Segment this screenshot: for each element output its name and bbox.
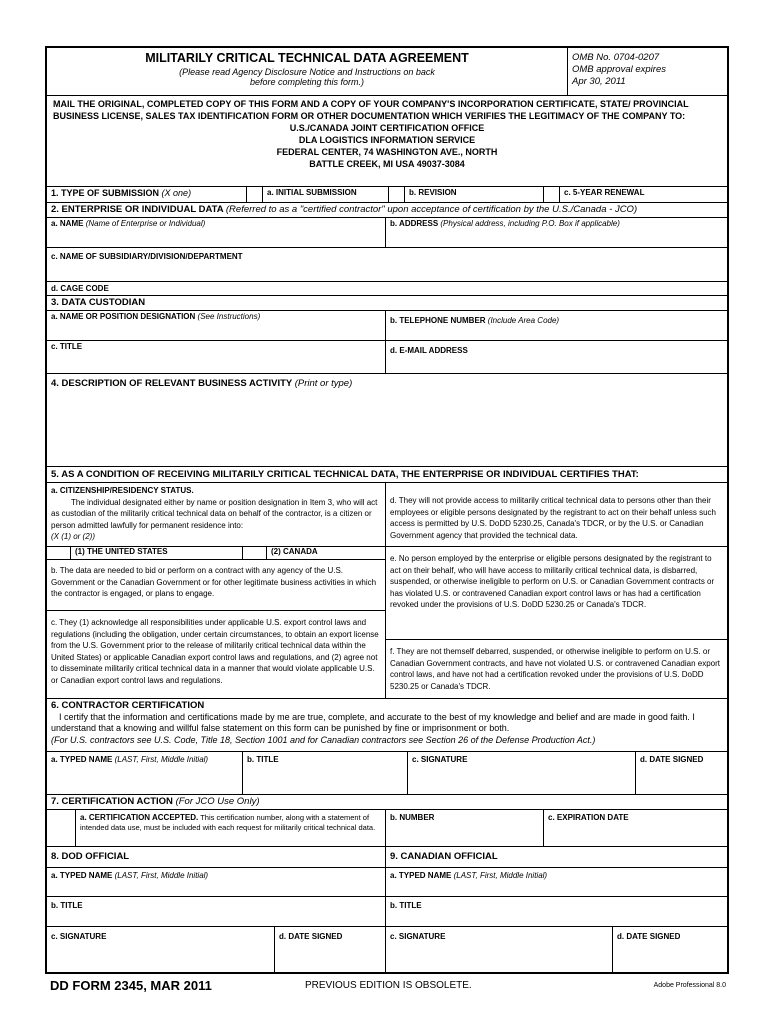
united-states-checkbox[interactable]: [47, 547, 71, 559]
field-label: a. TYPED NAME: [390, 871, 452, 880]
certification-e: e. No person employed by the enterprise or eligible persons designated by the registrant to act on their behalf, who will have access to militarily critical technical data, is disbarred, suspended, or otherwise ineligible to perform on U.S. or Canadian Government contracts or has violated U.S. or contravened Canadian export control laws or has had a certification revoked under the provisions of U.S. DoDD 5230.25 or Canada's TDCR.: [386, 547, 727, 640]
field-label: d. E-MAIL ADDRESS: [390, 346, 468, 355]
omb-expiry: Apr 30, 2011: [572, 76, 626, 87]
certification-f: f. They are not themself debarred, suspended, or otherwise ineligible to perform on U.S. or Canadian Government contracts, and have not violated U.S. or contravened Canadian export control laws, and have not had a certification revoked under the provisions of U.S. DoDD 5230.25 or Canada's TDCR.: [390, 647, 720, 691]
section-label: 4. DESCRIPTION OF RELEVANT BUSINESS ACTIVITY: [51, 378, 293, 389]
mail-text: MAIL THE ORIGINAL, COMPLETED COPY OF THIS FORM AND A COPY OF YOUR COMPANY'S INCORPORATION CERTIFICATE, STATE/ PROVINCIAL BUSINESS LICENSE, SALES TAX IDENTIFICATION FORM OR OTHER DOCUMENTATION WHICH VERIFIES THE LEGITIMACY OF THE COMPANY TO:: [53, 99, 689, 121]
hint: (For U.S. contractors see U.S. Code, Title 18, Section 1001 and for Canadian contractors see Section 26 of the Defense Production Act.): [51, 734, 596, 745]
contractor-signature-field[interactable]: [408, 752, 636, 794]
contractor-title-field[interactable]: [243, 752, 408, 794]
dod-date-field[interactable]: [275, 927, 386, 972]
certification-c: c. They (1) acknowledge all responsibilities under applicable U.S. export control laws and regulations (including the obligation, under certain circumstances, to obtain an export license from the U.S. Government prior to the release of militarily critical technical data within the United States) or applicable Canadian export control laws and regulations, and (2) agree not to disseminate militarily critical technical data in a manner that would violate applicable U.S. or Canadian export control laws and regulations.: [51, 618, 379, 685]
address-field[interactable]: [386, 218, 727, 247]
certification-b: b. The data are needed to bid or perform on a contract with any agency of the U.S. Government or the Canadian Government or for other legitimate business activities in which the contractor is engaged, or plans to engage.: [47, 560, 385, 611]
hint: (Referred to as a "certified contractor" upon acceptance of certification by the U.S./Canada - JCO): [225, 204, 638, 215]
certification-statement: I certify that the information and certifications made by me are true, complete, and accurate to the best of my knowledge and belief and are made in good faith. I understand that a knowing and willful false statement on this form can be punished by fine or imprisonment or both.: [51, 711, 695, 733]
hint: (X (1) or (2)): [51, 532, 95, 541]
field-label: a. TYPED NAME: [51, 755, 113, 764]
field-label: c. NAME OF SUBSIDIARY/DIVISION/DEPARTMENT: [51, 252, 243, 261]
section-label: 1. TYPE OF SUBMISSION: [51, 188, 160, 198]
section-label: 5. AS A CONDITION OF RECEIVING MILITARILY CRITICAL TECHNICAL DATA, THE ENTERPRISE OR INDIVIDUAL CERTIFIES THAT:: [51, 469, 639, 480]
field-label: c. SIGNATURE: [412, 755, 468, 764]
hint: (LAST, First, Middle Initial): [453, 871, 548, 880]
custodian-name-field[interactable]: [47, 311, 386, 340]
email-field[interactable]: [386, 341, 727, 373]
field-label: a. CERTIFICATION ACCEPTED.: [80, 813, 199, 822]
mail-instructions: [47, 96, 727, 187]
form: [45, 46, 729, 974]
address-line: DLA LOGISTICS INFORMATION SERVICE: [298, 135, 476, 145]
dod-typed-name-field[interactable]: [47, 868, 386, 896]
hint: (X one): [161, 188, 192, 198]
section-label: 7. CERTIFICATION ACTION: [51, 796, 173, 807]
field-label: b. TITLE: [390, 901, 422, 910]
section-label: 6. CONTRACTOR CERTIFICATION: [51, 700, 205, 711]
initial-submission-label: a. INITIAL SUBMISSION: [263, 187, 389, 202]
obsolete-notice: PREVIOUS EDITION IS OBSOLETE.: [305, 980, 472, 991]
hint: (Include Area Code): [487, 316, 560, 325]
initial-submission-checkbox[interactable]: [247, 187, 263, 202]
canadian-signature-field[interactable]: [386, 927, 613, 972]
business-activity-field[interactable]: [47, 374, 727, 466]
form-number: DD FORM 2345, MAR 2011: [50, 978, 212, 993]
revision-checkbox[interactable]: [389, 187, 405, 202]
subtitle: (Please read Agency Disclosure Notice and Instructions on back: [179, 67, 435, 77]
renewal-checkbox[interactable]: [544, 187, 560, 202]
field-label: c. TITLE: [51, 342, 83, 351]
field-label: d. DATE SIGNED: [279, 932, 343, 941]
hint: (See Instructions): [197, 312, 261, 321]
telephone-field[interactable]: [386, 311, 727, 340]
form-header: [47, 48, 727, 96]
field-label: b. ADDRESS: [390, 219, 439, 228]
field-label: a. NAME: [51, 219, 84, 228]
contractor-typed-name-field[interactable]: [47, 752, 243, 794]
contractor-date-field[interactable]: [636, 752, 727, 794]
field-label: d. DATE SIGNED: [640, 755, 704, 764]
united-states-label: (1) THE UNITED STATES: [71, 547, 243, 559]
section-label: 2. ENTERPRISE OR INDIVIDUAL DATA: [51, 204, 224, 215]
software-note: Adobe Professional 8.0: [653, 982, 726, 989]
form-title: MILITARILY CRITICAL TECHNICAL DATA AGREEMENT: [145, 51, 469, 65]
hint: (Name of Enterprise or Individual): [85, 219, 206, 228]
field-label: d. DATE SIGNED: [617, 932, 681, 941]
field-label: b. TELEPHONE NUMBER: [390, 316, 486, 325]
canadian-typed-name-field[interactable]: [386, 868, 727, 896]
field-label: c. SIGNATURE: [51, 932, 107, 941]
enterprise-name-field[interactable]: [47, 218, 386, 247]
field-label: b. TITLE: [51, 901, 83, 910]
address-line: U.S./CANADA JOINT CERTIFICATION OFFICE: [289, 123, 485, 133]
expiration-date-field[interactable]: [544, 810, 727, 846]
address-line: FEDERAL CENTER, 74 WASHINGTON AVE., NORTH: [276, 147, 498, 157]
field-label: a. NAME OR POSITION DESIGNATION: [51, 312, 196, 321]
citizenship-title: a. CITIZENSHIP/RESIDENCY STATUS.: [51, 486, 194, 495]
hint: (For JCO Use Only): [175, 796, 260, 807]
number-field[interactable]: [386, 810, 544, 846]
field-label: d. CAGE CODE: [51, 284, 109, 293]
field-label: c. EXPIRATION DATE: [548, 813, 629, 822]
hint: (Print or type): [294, 378, 353, 389]
address-line: BATTLE CREEK, MI USA 49037-3084: [309, 159, 465, 169]
certification-d: d. They will not provide access to militarily critical technical data to persons other than their employees or eligible persons designated by the registrant to act on their behalf unless such access is permitted by U.S. DoDD 5230.25, Canada's TDCR, or by the U.S. or Canadian Government agency that provided the technical data.: [386, 483, 727, 547]
field-label: b. NUMBER: [390, 813, 435, 822]
cage-code-field[interactable]: [47, 282, 727, 295]
omb-number: OMB No. 0704-0207: [572, 52, 660, 63]
certification-accepted-checkbox[interactable]: [47, 810, 76, 846]
hint: (LAST, First, Middle Initial): [114, 871, 209, 880]
canadian-title-field[interactable]: [386, 897, 727, 926]
dod-signature-field[interactable]: [47, 927, 275, 972]
custodian-title-field[interactable]: [47, 341, 386, 373]
field-label: a. TYPED NAME: [51, 871, 113, 880]
canadian-date-field[interactable]: [613, 927, 727, 972]
type-of-submission: [47, 187, 727, 203]
subsidiary-field[interactable]: [47, 248, 727, 281]
dod-title-field[interactable]: [47, 897, 386, 926]
renewal-label: c. 5-YEAR RENEWAL: [564, 188, 645, 197]
hint: (Physical address, including P.O. Box if applicable): [440, 219, 620, 228]
citizenship-text: The individual designated either by name or position designation in Item 3, who will act as custodian of the militarily critical technical data on behalf of the contractor, is a citizen or person admitted lawfully for permanent residence into:: [51, 497, 378, 530]
subtitle: before completing this form.): [249, 77, 365, 87]
section-label: 8. DOD OFFICIAL: [47, 847, 386, 867]
section-label: 9. CANADIAN OFFICIAL: [390, 851, 498, 862]
canada-checkbox[interactable]: [243, 547, 267, 559]
section-label: 3. DATA CUSTODIAN: [51, 297, 146, 308]
omb-approval: OMB approval expires: [572, 64, 666, 75]
field-label: b. TITLE: [247, 755, 279, 764]
canada-label: (2) CANADA: [271, 547, 318, 556]
hint: (LAST, First, Middle Initial): [114, 755, 209, 764]
field-label: c. SIGNATURE: [390, 932, 446, 941]
certification-accepted-text: This certification number, along with a statement of intended data use, must be included with each request for militarily critical technical data.: [80, 813, 376, 832]
revision-label: b. REVISION: [405, 187, 544, 202]
